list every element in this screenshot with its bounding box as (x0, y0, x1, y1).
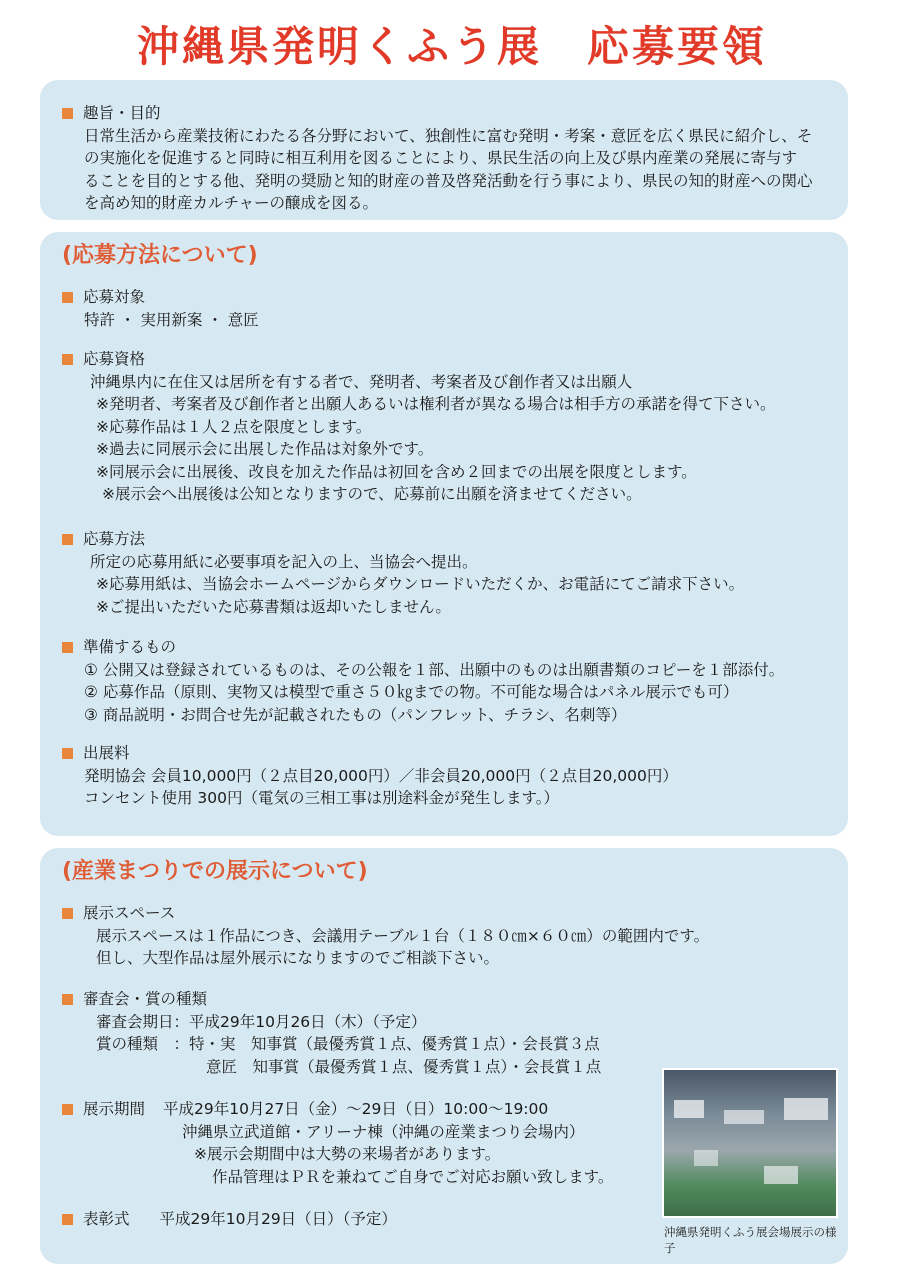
bullet-square-icon (62, 748, 73, 759)
space-heading: 展示スペース (83, 904, 176, 922)
period-date: 平成29年10月27日（金）～29日（日）10:00～19:00 (163, 1100, 549, 1118)
judging-heading: 審査会・賞の種類 (83, 990, 208, 1008)
application-panel (40, 232, 848, 836)
eligibility-heading: 応募資格 (83, 350, 146, 368)
bullet-square-icon (62, 994, 73, 1005)
period-heading: 展示期間 (83, 1100, 146, 1118)
target-heading: 応募対象 (83, 288, 146, 306)
bullet-square-icon (62, 292, 73, 303)
eligibility-note: ※応募作品は１人２点を限度とします。 (96, 417, 372, 436)
target-text: 特許 ・ 実用新案 ・ 意匠 (84, 310, 259, 329)
purpose-heading: 趣旨・目的 (83, 104, 161, 122)
purpose-line: の実施化を促進すると同時に相互利用を図ることにより、県民生活の向上及び県内産業の発展に寄与す (84, 149, 798, 167)
method-main: 所定の応募用紙に必要事項を記入の上、当協会へ提出。 (90, 552, 478, 571)
fee-line: 発明協会 会員10,000円（２点目20,000円）／非会員20,000円（２点目20,000円） (84, 766, 678, 785)
space-section (62, 902, 830, 970)
prepare-heading: 準備するもの (83, 638, 177, 656)
exhibit-section-title: (産業まつりでの展示について) (62, 859, 368, 884)
purpose-panel (40, 80, 848, 220)
purpose-line: 日常生活から産業技術にわたる各分野において、独創性に富む発明・考案・意匠を広く県民に紹介し、そ (84, 126, 813, 145)
eligibility-main: 沖縄県内に在住又は居所を有する者で、発明者、考案者及び創作者又は出願人 (90, 372, 633, 391)
eligibility-note: ※展示会へ出展後は公知となりますので、応募前に出願を済ませてください。 (102, 485, 642, 503)
fee-line: コンセント使用 300円（電気の三相工事は別途料金が発生します。） (84, 789, 560, 807)
method-note: ※応募用紙は、当協会ホームページからダウンロードいただくか、お電話にてご請求下さい。 (96, 575, 745, 593)
ceremony-heading: 表彰式 (83, 1210, 130, 1228)
prepare-section (62, 636, 830, 726)
target-section (62, 286, 830, 331)
purpose-line: を高め知的財産カルチャーの醸成を図る。 (84, 194, 379, 212)
period-note: ※展示会期間中は大勢の来場者があります。 (194, 1145, 501, 1163)
period-note: 作品管理はＰＲを兼ねてご自身でご対応お願い致します。 (212, 1167, 614, 1186)
bullet-square-icon (62, 908, 73, 919)
method-heading: 応募方法 (83, 530, 146, 548)
judging-section (62, 988, 830, 1078)
purpose-section (62, 102, 830, 215)
ceremony-date: 平成29年10月29日（日）（予定） (159, 1210, 397, 1228)
judging-line: 審査会期日：平成29年10月26日（木）（予定） (96, 1012, 427, 1031)
bullet-square-icon (62, 354, 73, 365)
prepare-item: ③ 商品説明・お問合せ先が記載されたもの（パンフレット、チラシ、名刺等） (84, 705, 627, 724)
fee-heading: 出展料 (83, 744, 130, 762)
bullet-square-icon (62, 108, 73, 119)
bullet-square-icon (62, 1104, 73, 1115)
bullet-square-icon (62, 1214, 73, 1225)
eligibility-note: ※発明者、考案者及び創作者と出願人あるいは権利者が異なる場合は相手方の承諾を得て下さい。 (96, 395, 776, 413)
page-title: 沖縄県発明くふう展 応募要領 (136, 22, 767, 71)
bullet-square-icon (62, 534, 73, 545)
eligibility-note: ※過去に同展示会に出展した作品は対象外です。 (96, 440, 434, 458)
bullet-square-icon (62, 642, 73, 653)
eligibility-note: ※同展示会に出展後、改良を加えた作品は初回を含め２回までの出展を限度とします。 (96, 462, 697, 481)
prepare-item: ② 応募作品（原則、実物又は模型で重さ５０㎏までの物。不可能な場合はパネル展示でも可） (84, 683, 739, 701)
purpose-line: ることを目的とする他、発明の奨励と知的財産の普及啓発活動を行う事により、県民の知的財産への関心 (84, 171, 813, 190)
space-line: 展示スペースは１作品につき、会議用テーブル１台（１８０㎝×６０㎝）の範囲内です。 (96, 926, 710, 945)
judging-line: 意匠 知事賞（最優秀賞１点、優秀賞１点）・会長賞１点 (206, 1057, 602, 1076)
space-line: 但し、大型作品は屋外展示になりますのでご相談下さい。 (96, 949, 500, 967)
photo-caption: 沖縄県発明くふう展会場展示の様子 (664, 1225, 837, 1255)
eligibility-section (62, 348, 830, 506)
period-venue: 沖縄県立武道館・アリーナ棟（沖縄の産業まつり会場内） (182, 1122, 585, 1141)
judging-line: 賞の種類 ：特・実 知事賞（最優秀賞１点、優秀賞１点）・会長賞３点 (96, 1035, 600, 1053)
application-section-title: (応募方法について) (62, 243, 258, 268)
method-section (62, 528, 830, 618)
method-note: ※ご提出いただいた応募書類は返却いたしません。 (96, 597, 451, 616)
prepare-item: ① 公開又は登録されているものは、その公報を１部、出願中のものは出願書類のコピーを１部添付。 (84, 660, 785, 679)
fee-section (62, 742, 830, 810)
exhibition-photo (662, 1068, 838, 1218)
